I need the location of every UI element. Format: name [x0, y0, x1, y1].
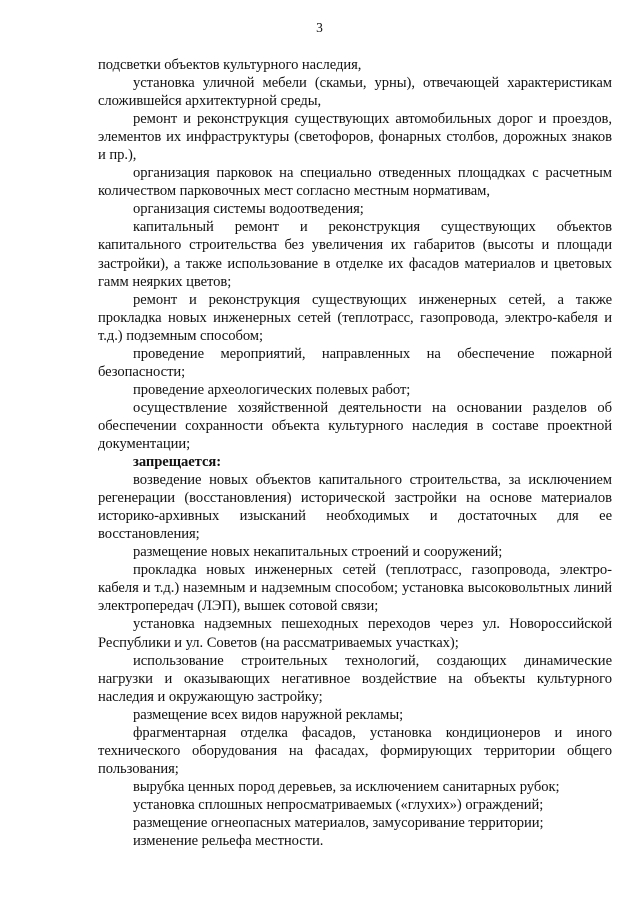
paragraph-solid-fences: установка сплошных непросматриваемых («глухих») ограждений; [133, 796, 544, 813]
paragraph-capital-repair: капитальный ремонт и реконструкция существующих объектов капитального строительства без увеличения их габаритов (высоты и площади застройки), а также использование в отделке их фасадов материалов и цветовых гамм неярких цветов; [98, 219, 612, 290]
paragraph-tree-felling: вырубка ценных пород деревьев, за исключением санитарных рубок; [133, 778, 560, 795]
paragraph-utility-networks: ремонт и реконструкция существующих инженерных сетей, а также прокладка новых инженерных сетей (теплотрасс, газопровода, электро-кабеля и т.д.) подземным способом; [98, 291, 612, 344]
paragraph-construction-technologies: использование строительных технологий, создающих динамические нагрузки и оказывающих негативное воздействие на объекты культурного наследия и окружающую застройку; [98, 652, 612, 705]
paragraph-continuation: подсветки объектов культурного наследия, [98, 57, 362, 73]
paragraph-temporary-structures: размещение новых некапитальных строений и сооружений; [133, 544, 503, 561]
paragraph-street-furniture: установка уличной мебели (скамьи, урны), отвечающей характеристикам сложившейся архитектурной среды, [98, 75, 612, 110]
section-heading-prohibited: запрещается: [133, 454, 222, 471]
document-body [98, 56, 612, 850]
paragraph-overground-networks: прокладка новых инженерных сетей (теплотрасс, газопровода, электро-кабеля и т.д.) наземным и надземным способом; установка высоковольтных линий электропередач (ЛЭП), вышек сотовой связи; [98, 562, 612, 615]
page-number: 3 [316, 20, 323, 35]
paragraph-outdoor-advertising: размещение всех видов наружной рекламы; [133, 706, 404, 723]
paragraph-flammable-materials: размещение огнеопасных материалов, замусоривание территории; [133, 814, 544, 831]
paragraph-archaeology: проведение археологических полевых работ; [133, 381, 411, 398]
paragraph-road-repair: ремонт и реконструкция существующих автомобильных дорог и проездов, элементов их инфраструктуры (светофоров, фонарных столбов, дорожных знаков и пр.), [98, 111, 612, 164]
paragraph-economic-activity: осуществление хозяйственной деятельности на основании разделов об обеспечении сохранности объекта культурного наследия в составе проектной документации; [98, 399, 612, 452]
paragraph-fire-safety: проведение мероприятий, направленных на обеспечение пожарной безопасности; [98, 345, 612, 380]
paragraph-facade-finishing: фрагментарная отделка фасадов, установка кондиционеров и иного технического оборудования на фасадах, формирующих территории общего пользования; [98, 724, 612, 777]
paragraph-parking: организация парковок на специально отведенных площадках с расчетным количеством парковочных мест согласно местным нормативам, [98, 165, 612, 200]
paragraph-pedestrian-crossings: установка надземных пешеходных переходов через ул. Новороссийской Республики и ул. Советов (на рассматриваемых участках); [98, 616, 612, 651]
paragraph-new-construction: возведение новых объектов капитального строительства, за исключением регенерации (восстановления) исторической застройки на основе материалов историко-архивных изысканий необходимых и достаточных для ее восстановления; [98, 472, 612, 543]
paragraph-relief-change: изменение рельефа местности. [133, 833, 324, 850]
paragraph-drainage: организация системы водоотведения; [133, 201, 364, 218]
